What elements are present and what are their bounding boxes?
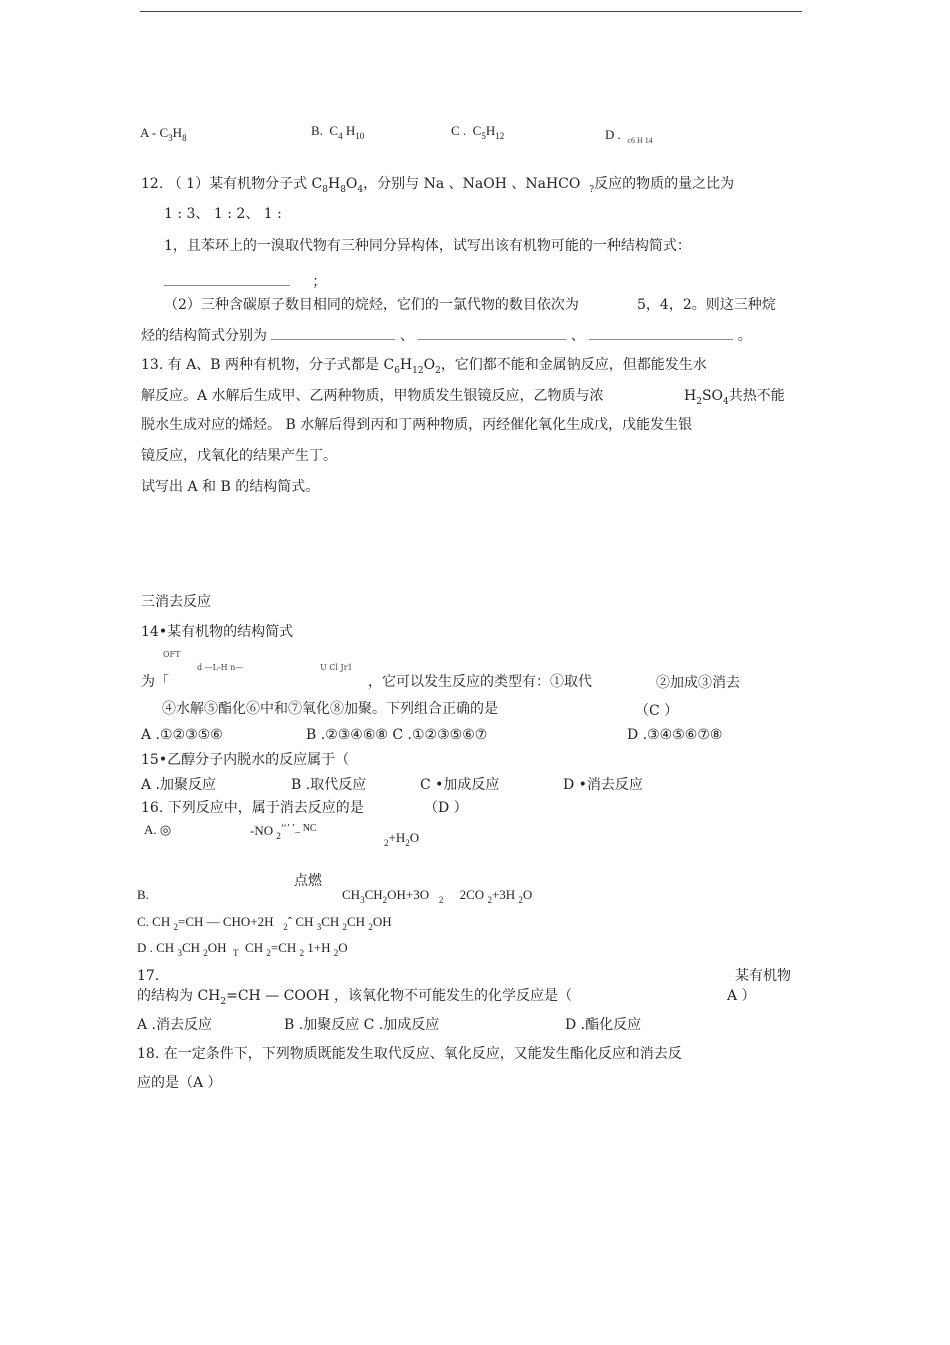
q11-option-c: C . $C_5H_{12}$ xyxy=(451,123,505,141)
q14-option-bc: B .②③④⑥⑧ C .①②③⑤⑥⑦ xyxy=(306,727,488,743)
q15-option-b: B .取代反应 xyxy=(291,777,367,793)
q14-title: 14•某有机物的结构简式 xyxy=(141,624,294,640)
q11-option-d: D . $_{c6 H 14}$ xyxy=(605,127,653,145)
q17-answer: A ） xyxy=(727,988,756,1004)
q17-option-bc: B .加聚反应 C .加成反应 xyxy=(284,1017,440,1033)
q14-structure-fragment-3: U Cl Jr1 xyxy=(320,663,353,672)
q14-line1-middle: ，它可以发生反应的类型有：①取代 xyxy=(368,674,592,690)
q15-option-d: D •消去反应 xyxy=(563,777,643,793)
q16-option-b-formula: $CH_3CH_2OH+3O$ $_2$ 2CO $_2$+3H $_2$O xyxy=(342,887,533,905)
q13-line2: 解反应。A 水解后生成甲、乙两种物质，甲物质发生银镜反应，乙物质与浓 xyxy=(141,388,604,404)
q13-line5: 试写出 A 和 B 的结构简式。 xyxy=(141,479,320,495)
q16-title: 16. 下列反应中，属于消去反应的是 xyxy=(141,800,364,816)
q16-option-d: D . CH $_3$CH $_2$OH $_T$ CH $_2$=CH $_2$ 1+H $_2$O xyxy=(137,940,348,958)
q14-line1-prefix: 为「 xyxy=(141,674,169,690)
q12-part2-a: （2）三种含碳原子数目相同的烷烃，它们的一氯代物的数目依次为 xyxy=(164,297,579,313)
q17-line2: 的结构为 $CH_2=CH$ — COOH ，该氧化物不可能发生的化学反应是（ xyxy=(137,988,572,1007)
q16-option-a: A. ◎ xyxy=(144,822,172,837)
q14-answer: （C ） xyxy=(635,703,679,719)
q16-option-b-label: B. xyxy=(137,887,149,902)
q16-option-b-condition: 点燃 xyxy=(294,873,322,889)
section3-title: 三消去反应 xyxy=(141,594,211,610)
q12-line3: 1，且苯环上的一溴取代物有三种同分异构体，试写出该有机物可能的一种结构简式： xyxy=(164,238,691,254)
q15-title: 15•乙醇分子内脱水的反应属于（ xyxy=(141,752,350,768)
q12-blank-2[interactable] xyxy=(418,327,566,340)
q13-line3: 脱水生成对应的烯烃。 B 水解后得到丙和丁两种物质，丙经催化氧化生成戊，戊能发生银 xyxy=(141,417,693,433)
q11-option-b: B. $C_4$ $H_{10}$ xyxy=(311,123,365,141)
q14-option-d: D .③④⑤⑥⑦⑧ xyxy=(627,727,723,743)
q16-option-c: C. CH $_2$=CH — CHO+2H $_2$ˆ CH $_3$CH $_2$CH $_2$OH xyxy=(137,914,392,932)
q17-option-d: D .酯化反应 xyxy=(565,1017,642,1033)
q13-line4: 镜反应，戊氧化的结果产生丁。 xyxy=(141,448,337,464)
q14-line2: ④水解⑤酯化⑥中和⑦氧化⑧加聚。下列组合正确的是 xyxy=(162,701,498,717)
q12-part2-c: 烃的结构简式分别为 、 、 。 xyxy=(141,328,752,344)
q13-line2-end: $H_2SO_4$共热不能 xyxy=(684,388,785,407)
q16-answer: （D ） xyxy=(424,800,468,816)
q17-number: 17. xyxy=(137,968,160,984)
q12-part2-b: 5，4，2。则这三种烷 xyxy=(637,297,776,313)
q13-line1: 13. 有 A、B 两种有机物，分子式都是 $C_6H_{12}O_2$，它们都不能和金属钠反应，但都能发生水 xyxy=(141,357,707,376)
q14-option-a: A .①②③⑤⑥ xyxy=(141,727,223,743)
q15-option-a: A .加聚反应 xyxy=(141,777,217,793)
q17-right-text: 某有机物 xyxy=(735,968,791,984)
q12-blank-1[interactable] xyxy=(271,327,395,340)
q11-option-a: A - $C_3H_8$ xyxy=(140,125,187,143)
q12-answer-blank[interactable]: ； xyxy=(164,273,326,291)
q14-line1-end: ②加成③消去 xyxy=(656,675,740,691)
q16-option-a-formula: -NO $_2^{‘‘’ ’\_ NC}$ xyxy=(250,823,317,841)
q12-blank-3[interactable] xyxy=(589,327,733,340)
header-rule xyxy=(140,11,802,12)
q16-option-a-end: $_2+H_2O$ xyxy=(384,830,420,848)
q12-line1: 12. （ 1）某有机物分子式 $C_8H_8O_4$，分别与 Na 、NaOH 、NaHCO $_?$反应的物质的量之比为 xyxy=(141,176,735,195)
q14-structure-fragment-1: OFT xyxy=(163,650,181,659)
q12-ratio: 1 : 3、 1 : 2、 1 : xyxy=(164,206,282,222)
q18-line2: 应的是（A ） xyxy=(137,1075,222,1091)
q14-structure-fragment-2: d —L-H n— xyxy=(197,663,244,672)
q17-option-a: A .消去反应 xyxy=(137,1017,213,1033)
q15-option-c: C •加成反应 xyxy=(420,777,500,793)
q18-line1: 18. 在一定条件下，下列物质既能发生取代反应、氧化反应，又能发生酯化反应和消去反 xyxy=(137,1046,682,1062)
